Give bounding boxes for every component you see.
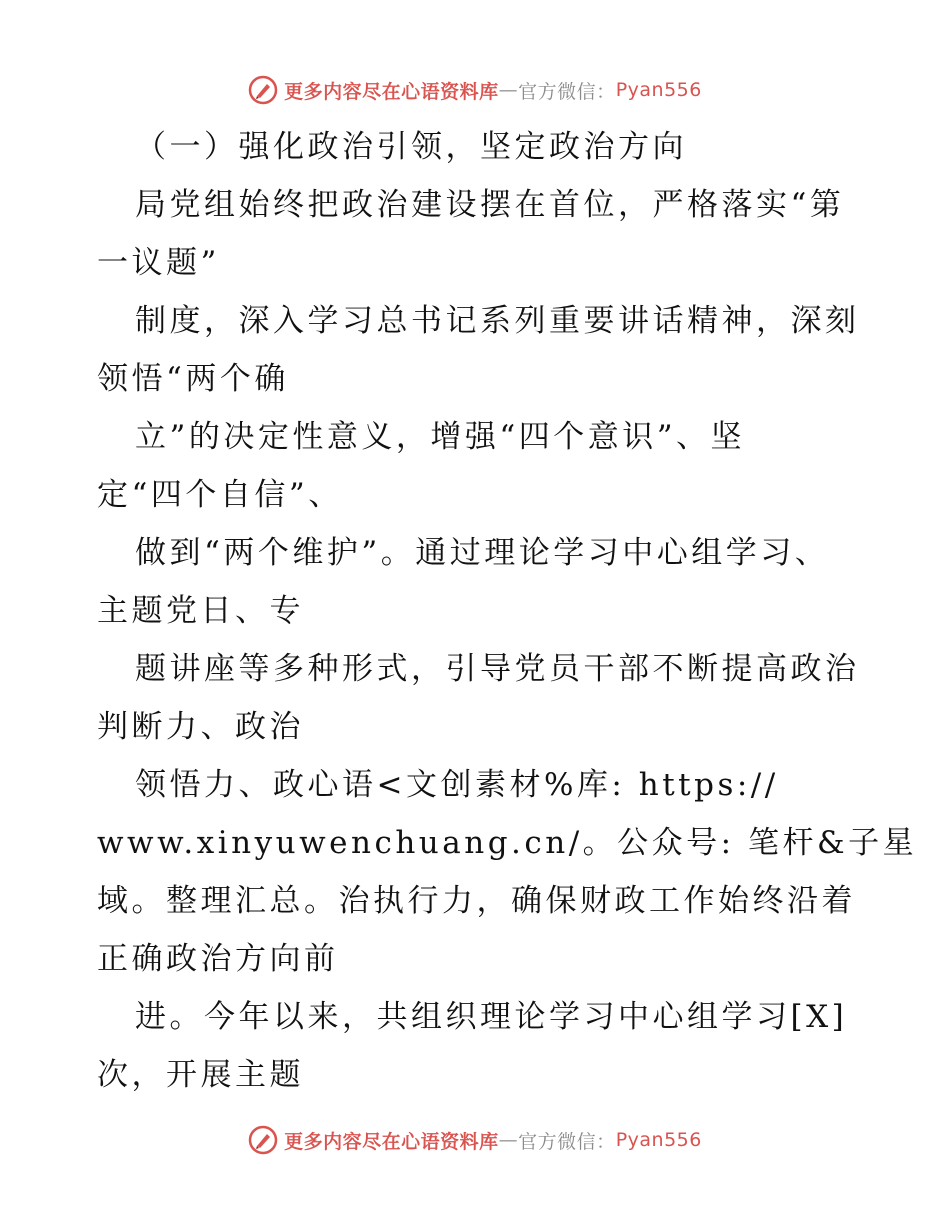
paragraph-line: 制度，深入学习总书记系列重要讲话精神，深刻: [135, 303, 860, 339]
paragraph-line: www.xinyuwenchuang.cn/。公众号: 笔杆&子星: [97, 825, 918, 861]
watermark-id: Pyan556: [615, 1129, 702, 1151]
paragraph-line: 正确政治方向前: [97, 941, 339, 977]
paragraph-line: 判断力、政治: [97, 709, 304, 745]
pen-logo-icon: [248, 1125, 278, 1155]
section-heading: （一）强化政治引领，坚定政治方向: [135, 129, 687, 165]
paragraph-line: 局党组始终把政治建设摆在首位，严格落实“第: [135, 187, 845, 223]
paragraph-line: 领悟“两个确: [97, 361, 289, 397]
paragraph-line: 一议题”: [97, 245, 220, 281]
watermark-label: 官方微信：: [518, 80, 616, 103]
paragraph-line: 领悟力、政心语<文创素材%库: https://: [135, 767, 779, 803]
watermark-dash: —: [498, 1129, 519, 1151]
watermark-label: 官方微信：: [518, 1130, 616, 1153]
watermark-brand: 更多内容尽在心语资料库: [284, 1130, 499, 1153]
paragraph-line: 做到“两个维护”。通过理论学习中心组学习、: [135, 535, 830, 571]
footer-watermark: [0, 1122, 950, 1158]
pen-logo-icon: [248, 75, 278, 105]
paragraph-line: 题讲座等多种形式，引导党员干部不断提高政治: [135, 651, 860, 687]
watermark-dash: —: [498, 79, 519, 101]
paragraph-line: 进。今年以来，共组织理论学习中心组学习[X]: [135, 999, 848, 1035]
watermark-brand: 更多内容尽在心语资料库: [284, 80, 499, 103]
paragraph-line: 域。整理汇总。治执行力，确保财政工作始终沿着: [97, 883, 856, 919]
header-watermark: [0, 72, 950, 108]
paragraph-line: 次，开展主题: [97, 1057, 304, 1093]
watermark-id: Pyan556: [615, 79, 702, 101]
paragraph-line: 定“四个自信”、: [97, 477, 343, 513]
paragraph-line: 主题党日、专: [97, 593, 304, 629]
paragraph-line: 立”的决定性意义，增强“四个意识”、坚: [135, 419, 746, 455]
